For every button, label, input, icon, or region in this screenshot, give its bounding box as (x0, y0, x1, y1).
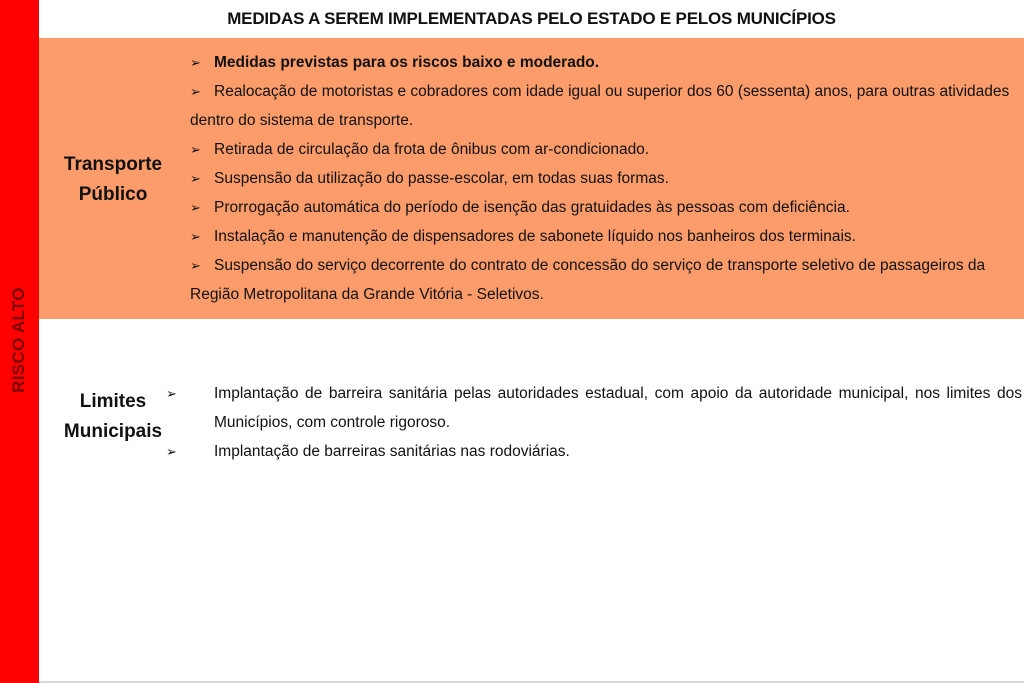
arrow-bullet-icon: ➢ (190, 142, 201, 157)
arrow-bullet-icon: ➢ (190, 258, 201, 273)
page-title: MEDIDAS A SEREM IMPLEMENTADAS PELO ESTADO E PELOS MUNICÍPIOS (227, 9, 836, 28)
risk-level-label: RISCO ALTO (9, 287, 28, 393)
transport-category-line1: Transporte (63, 154, 163, 175)
list-item-text: Medidas previstas para os riscos baixo e moderado. (214, 54, 600, 71)
limits-category-label (39, 387, 187, 447)
arrow-bullet-icon: ➢ (190, 200, 201, 215)
list-item-text: Instalação e manutenção de dispensadores de sabonete líquido nos banheiros dos terminais. (214, 228, 856, 245)
arrow-bullet-icon: ➢ (190, 55, 201, 70)
transport-category-line2: Público (78, 184, 148, 205)
limits-category-line1: Limites (79, 391, 147, 412)
list-item-text: Implantação de barreiras sanitárias nas rodoviárias. (214, 443, 570, 460)
arrow-bullet-icon: ➢ (166, 386, 177, 401)
list-item-text: Suspensão da utilização do passe-escolar, em todas suas formas. (214, 170, 669, 187)
list-item (190, 77, 1020, 135)
list-item-text: Retirada de circulação da frota de ônibus com ar-condicionado. (214, 141, 650, 158)
arrow-bullet-icon: ➢ (190, 171, 201, 186)
risk-level-band (0, 0, 39, 683)
list-item-text: Realocação de motoristas e cobradores com idade igual ou superior dos 60 (sessenta) anos, para outras atividades dentro do sistema de transporte. (190, 83, 1010, 129)
transport-category-label (39, 150, 187, 210)
transport-measures-list (190, 48, 1020, 309)
list-item (190, 222, 1020, 251)
list-item (166, 379, 1022, 437)
transport-section (39, 38, 1024, 319)
list-item (190, 135, 1020, 164)
list-item-text: Implantação de barreira sanitária pelas autoridades estadual, com apoio da autoridade municipal, nos limites dos Municípios, com controle rigoroso. (214, 385, 1022, 431)
arrow-bullet-icon: ➢ (166, 444, 177, 459)
list-item-text: Suspensão do serviço decorrente do contrato de concessão do serviço de transporte seletivo de passageiros da Região Metropolitana da Grande Vitória - Seletivos. (190, 257, 986, 303)
limits-measures-list (166, 379, 1022, 466)
arrow-bullet-icon: ➢ (190, 84, 201, 99)
list-item-text: Prorrogação automática do período de isenção das gratuidades às pessoas com deficiência. (214, 199, 850, 216)
list-item (190, 48, 1020, 77)
list-item (190, 193, 1020, 222)
arrow-bullet-icon: ➢ (190, 229, 201, 244)
list-item (166, 437, 1022, 466)
municipal-limits-section (39, 319, 1024, 681)
list-item (190, 164, 1020, 193)
list-item (190, 251, 1020, 309)
limits-category-line2: Municipais (63, 421, 163, 442)
